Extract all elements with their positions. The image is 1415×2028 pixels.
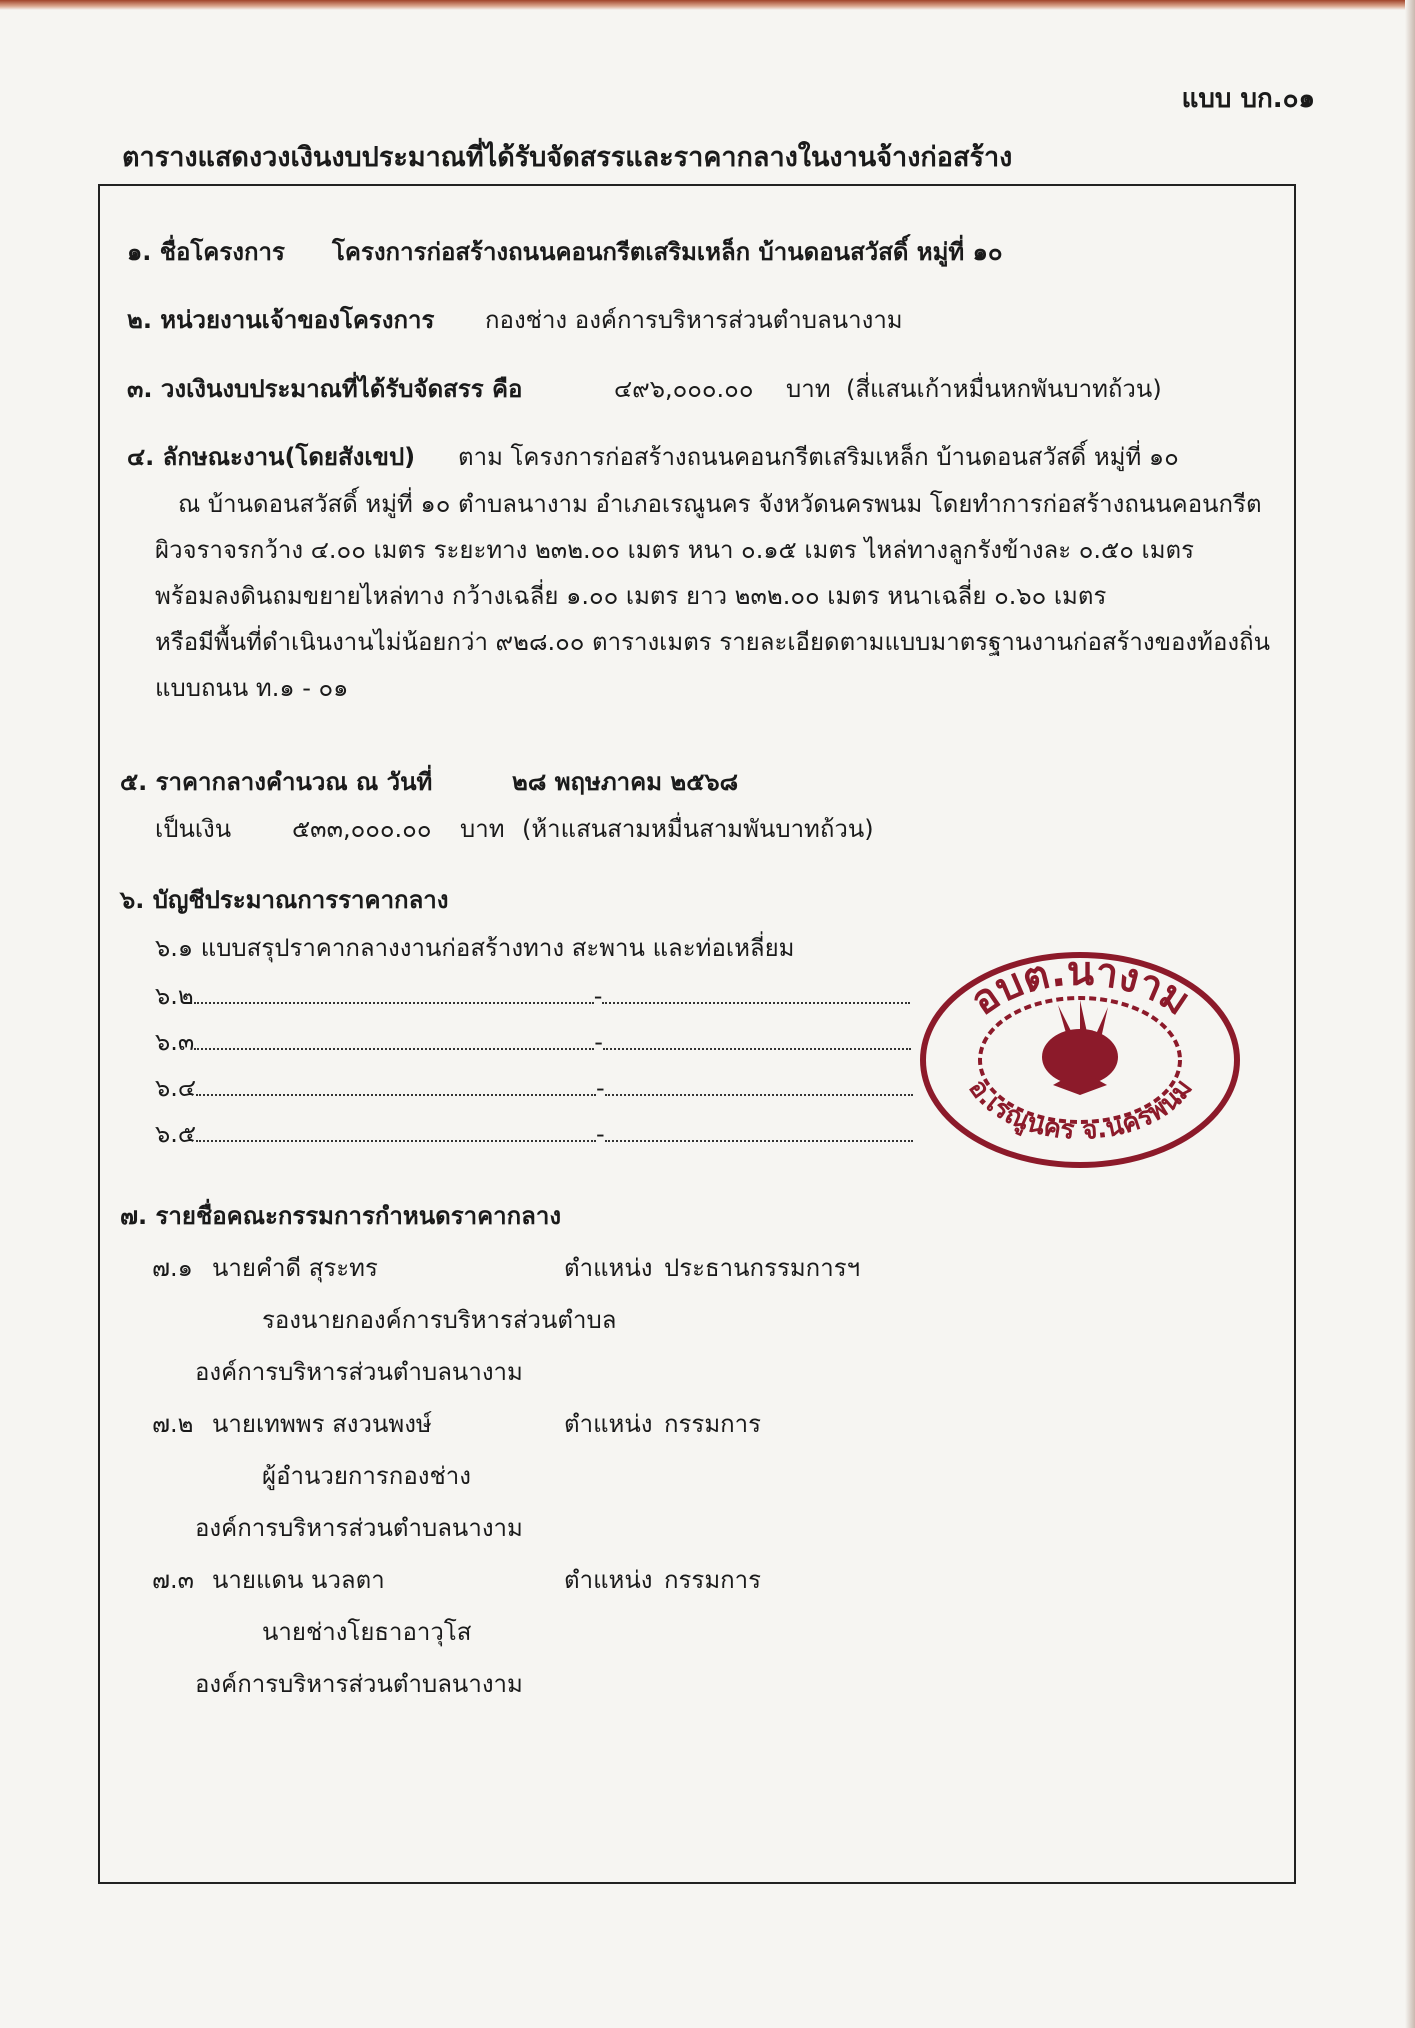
s6-item-4-num: ๖.๔ (155, 1074, 197, 1102)
s3-words: (สี่แสนเก้าหมื่นหกพันบาทถ้วน) (846, 375, 1162, 403)
s6-item-2-num: ๖.๒ (155, 982, 194, 1010)
s2-label: ๒. หน่วยงานเจ้าของโครงการ (127, 306, 435, 334)
s7-label: ๗. รายชื่อคณะกรรมการกำหนดราคากลาง (120, 1202, 562, 1230)
stamp-emblem-icon (1042, 1000, 1118, 1095)
official-stamp (918, 945, 1243, 1170)
s6-item-3 (155, 1022, 911, 1061)
s6-item-1: ๖.๑ แบบสรุปราคากลางงานก่อสร้างทาง สะพาน และท่อเหลี่ยม (155, 934, 795, 962)
dotted-leader (605, 1074, 913, 1096)
dotted-leader (196, 1074, 596, 1096)
member-2-position: กรรมการ (664, 1410, 762, 1438)
dotted-leader (196, 1120, 596, 1142)
s1-label: ๑. ชื่อโครงการ (127, 238, 285, 266)
s3-amount: ๔๙๖,๐๐๐.๐๐ (614, 375, 754, 403)
s5-unit: บาท (460, 815, 505, 843)
s6-item-3-num: ๖.๓ (155, 1028, 195, 1056)
s6-label: ๖. บัญชีประมาณการราคากลาง (120, 886, 449, 914)
page-right-edge (1405, 0, 1415, 2028)
member-1-position: ประธานกรรมการฯ (664, 1254, 861, 1282)
dotted-leader (602, 982, 910, 1004)
s3-label: ๓. วงเงินงบประมาณที่ได้รับจัดสรร คือ (127, 375, 523, 403)
dotted-leader (194, 982, 594, 1004)
s1-value: โครงการก่อสร้างถนนคอนกรีตเสริมเหล็ก บ้านดอนสวัสดิ์ หมู่ที่ ๑๐ (332, 238, 1003, 266)
s6-item-3-sep: - (594, 1028, 603, 1056)
member-2-pos-label: ตำแหน่ง (564, 1410, 653, 1438)
member-2-name: นายเทพพร สงวนพงษ์ (212, 1410, 432, 1438)
s4-line-5: หรือมีพื้นที่ดำเนินงานไม่น้อยกว่า ๙๒๘.๐๐ ตารางเมตร รายละเอียดตามแบบมาตรฐานงานก่อสร้างของท้องถิ่น (155, 628, 1271, 656)
member-2-num: ๗.๒ (152, 1410, 194, 1438)
member-1-org: องค์การบริหารส่วนตำบลนางาม (195, 1358, 523, 1386)
s6-item-4-sep: - (596, 1074, 605, 1102)
s6-item-2-sep: - (593, 982, 603, 1010)
s4-line-4: พร้อมลงดินถมขยายไหล่ทาง กว้างเฉลี่ย ๑.๐๐ เมตร ยาว ๒๓๒.๐๐ เมตร หนาเฉลี่ย ๐.๖๐ เมตร (155, 582, 1107, 610)
s5-amount: ๕๓๓,๐๐๐.๐๐ (292, 815, 432, 843)
s6-item-4 (155, 1068, 913, 1107)
s3-unit: บาท (786, 375, 831, 403)
s5-date: ๒๘ พฤษภาคม ๒๕๖๘ (512, 768, 739, 796)
dotted-leader (605, 1120, 913, 1142)
member-2-org: องค์การบริหารส่วนตำบลนางาม (195, 1514, 523, 1542)
form-code: แบบ บก.๐๑ (1181, 84, 1315, 114)
s4-line-2: ณ บ้านดอนสวัสดิ์ หมู่ที่ ๑๐ ตำบลนางาม อำเภอเรณูนคร จังหวัดนครพนม โดยทำการก่อสร้างถนนคอนกรีต (178, 490, 1262, 518)
s6-item-5 (155, 1114, 913, 1153)
member-1-num: ๗.๑ (152, 1254, 193, 1282)
stamp-bottom-text: อ.เรณูนคร จ.นครพนม (962, 1073, 1199, 1146)
member-3-position: กรรมการ (664, 1566, 762, 1594)
s5-words: (ห้าแสนสามหมื่นสามพันบาทถ้วน) (522, 815, 874, 843)
s6-item-5-num: ๖.๕ (155, 1120, 197, 1148)
s4-line-6: แบบถนน ท.๑ - ๐๑ (155, 674, 349, 702)
member-1-name: นายคำดี สุระทร (212, 1254, 378, 1282)
member-3-num: ๗.๓ (152, 1566, 195, 1594)
s6-item-5-sep: - (596, 1120, 605, 1148)
member-1-pos-label: ตำแหน่ง (564, 1254, 653, 1282)
member-1-title: รองนายกองค์การบริหารส่วนตำบล (262, 1306, 617, 1334)
s4-line-3: ผิวจราจรกว้าง ๔.๐๐ เมตร ระยะทาง ๒๓๒.๐๐ เมตร หนา ๐.๑๕ เมตร ไหล่ทางลูกรังข้างละ ๐.๕๐ เมตร (155, 536, 1194, 564)
member-3-name: นายแดน นวลตา (212, 1566, 385, 1594)
document-title: ตารางแสดงวงเงินงบประมาณที่ได้รับจัดสรรและราคากลางในงานจ้างก่อสร้าง (122, 142, 1013, 173)
page-top-edge (0, 0, 1415, 10)
s5-sub-label: เป็นเงิน (155, 815, 232, 843)
s5-label: ๕. ราคากลางคำนวณ ณ วันที่ (120, 768, 433, 796)
s2-value: กองช่าง องค์การบริหารส่วนตำบลนางาม (485, 306, 903, 334)
member-2-title: ผู้อำนวยการกองช่าง (262, 1462, 471, 1490)
s4-line-1: ตาม โครงการก่อสร้างถนนคอนกรีตเสริมเหล็ก บ้านดอนสวัสดิ์ หมู่ที่ ๑๐ (458, 443, 1179, 471)
s4-label: ๔. ลักษณะงาน(โดยสังเขป) (127, 443, 416, 471)
member-3-title: นายช่างโยธาอาวุโส (262, 1618, 472, 1646)
dotted-leader (603, 1028, 911, 1050)
dotted-leader (194, 1028, 594, 1050)
s6-item-2 (155, 976, 910, 1015)
stamp-top-text: อบต.นางาม (962, 948, 1199, 1025)
member-3-pos-label: ตำแหน่ง (564, 1566, 653, 1594)
member-3-org: องค์การบริหารส่วนตำบลนางาม (195, 1670, 523, 1698)
